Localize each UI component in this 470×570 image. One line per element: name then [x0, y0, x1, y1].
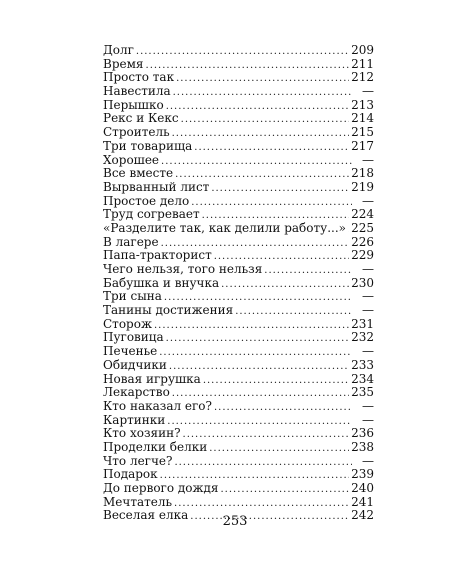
toc-entry-title: Хорошее [103, 152, 160, 167]
toc-entry-page: 217 [351, 138, 374, 153]
toc-entry [103, 482, 374, 496]
dot-leader [203, 374, 349, 388]
dot-leader [159, 346, 352, 360]
toc-entry [103, 58, 374, 72]
toc-entry-title: Сторож [103, 316, 152, 331]
toc-entry-page: 226 [351, 234, 374, 249]
toc-entry-page: — [362, 262, 374, 276]
dot-leader [194, 141, 349, 155]
toc-entry-title: Бабушка и внучка [103, 275, 220, 290]
toc-entry [103, 222, 374, 236]
dot-leader [154, 319, 349, 333]
toc-entry-title: Просто так [103, 70, 175, 85]
toc-entry [103, 140, 374, 154]
toc-entry-title: Проделки белки [103, 439, 208, 454]
toc-entry [103, 167, 374, 181]
dot-leader [181, 113, 349, 127]
toc-entry-page: 224 [351, 207, 374, 222]
dot-leader [173, 86, 352, 100]
toc-entry-page: 241 [351, 494, 374, 509]
toc-entry-page: — [362, 303, 374, 318]
toc-entry [103, 263, 374, 277]
toc-entry-page: 214 [351, 111, 374, 126]
toc-entry [103, 386, 374, 400]
dot-leader [221, 278, 349, 292]
toc-entry [103, 359, 374, 373]
toc-entry [103, 468, 374, 482]
toc-entry [103, 99, 374, 113]
toc-entry-page: 236 [351, 426, 374, 441]
toc-entry-title: Навестила [103, 84, 171, 99]
toc-entry-page: 211 [351, 56, 374, 71]
toc-entry [103, 236, 374, 250]
toc-entry-title: Танины достижения [103, 303, 234, 318]
toc-entry-page: — [362, 84, 374, 99]
dot-leader [136, 45, 349, 59]
dot-leader [211, 182, 349, 196]
toc-entry-page: — [362, 193, 374, 208]
dot-leader [167, 415, 352, 429]
toc-entry-page: 230 [351, 275, 374, 290]
toc-entry [103, 331, 374, 345]
toc-entry-title: Рекс и Кекс [103, 111, 179, 126]
toc-entry-title: Новая игрушка [103, 371, 201, 386]
toc-entry-title: Чего нельзя, того нельзя [103, 262, 263, 276]
toc-entry-title: Долг [103, 43, 134, 57]
toc-entry [103, 318, 374, 332]
toc-entry-page: 225 [351, 220, 374, 235]
toc-entry [103, 126, 374, 140]
toc-entry-page: 231 [351, 316, 374, 331]
toc-entry-title: Три сына [103, 289, 162, 304]
table-of-contents [103, 44, 374, 523]
toc-entry-page: 212 [351, 70, 374, 85]
toc-entry-page: — [362, 289, 374, 304]
toc-entry [103, 304, 374, 318]
toc-entry-title: Перышко [103, 97, 164, 112]
toc-entry-title: Строитель [103, 125, 170, 140]
toc-entry-page: — [362, 152, 374, 167]
toc-entry [103, 496, 374, 510]
toc-entry [103, 345, 374, 359]
toc-entry [103, 85, 374, 99]
toc-entry [103, 414, 374, 428]
dot-leader [235, 305, 352, 319]
toc-entry-title: Труд согревает [103, 207, 200, 222]
toc-entry-title: Подарок [103, 467, 158, 482]
toc-entry-title: Вырванный лист [103, 179, 210, 194]
toc-entry-page: 215 [351, 125, 374, 140]
toc-entry-title: «Разделите так, как делили работу...» [103, 220, 346, 235]
dot-leader [172, 127, 349, 141]
toc-entry-page: 235 [351, 385, 374, 400]
toc-entry-title: Кто хозяин? [103, 426, 181, 441]
toc-entry [103, 249, 374, 263]
toc-entry-title: Кто наказал его? [103, 398, 212, 413]
dot-leader [176, 72, 349, 86]
toc-entry [103, 154, 374, 168]
toc-entry-title: В лагере [103, 234, 159, 249]
dot-leader [146, 59, 350, 73]
toc-entry-title: Обидчики [103, 357, 167, 372]
toc-entry-page: — [362, 453, 374, 468]
toc-entry [103, 277, 374, 291]
toc-entry [103, 400, 374, 414]
toc-entry-title: Мечтатель [103, 494, 173, 509]
toc-entry-page: 238 [351, 439, 374, 454]
dot-leader [264, 264, 352, 278]
toc-entry-title: Пуговица [103, 330, 164, 345]
toc-entry [103, 290, 374, 304]
dot-leader [174, 497, 349, 511]
toc-entry-title: Время [103, 56, 144, 71]
toc-entry-page: 233 [351, 357, 374, 372]
page-number: 253 [222, 514, 248, 529]
toc-entry-title: Печенье [103, 344, 158, 359]
dot-leader [166, 100, 349, 114]
toc-entry-title: Картинки [103, 412, 166, 427]
toc-entry-page: 242 [351, 508, 374, 523]
toc-entry-title: Лекарство [103, 385, 170, 400]
dot-leader [191, 196, 352, 210]
dot-leader [209, 442, 349, 456]
toc-entry-page: — [362, 398, 374, 413]
toc-entry-title: Веселая елка [103, 508, 189, 523]
dot-leader [348, 223, 349, 237]
toc-entry-title: Простое дело [103, 193, 190, 208]
toc-entry [103, 441, 374, 455]
toc-entry-title: Что легче? [103, 453, 173, 468]
toc-entry [103, 208, 374, 222]
toc-entry-title: Три товарища [103, 138, 193, 153]
dot-leader [174, 456, 352, 470]
toc-entry-page: 234 [351, 371, 374, 386]
dot-leader [221, 483, 350, 497]
dot-leader [166, 332, 349, 346]
toc-entry [103, 373, 374, 387]
dot-leader [214, 401, 352, 415]
toc-entry [103, 71, 374, 85]
toc-entry-title: Все вместе [103, 166, 174, 181]
toc-entry-page: — [362, 344, 374, 359]
dot-leader [183, 428, 350, 442]
toc-entry [103, 455, 374, 469]
toc-entry-page: 213 [351, 97, 374, 112]
toc-entry-page: 218 [351, 166, 374, 181]
toc-entry-page: — [362, 412, 374, 427]
toc-entry-title: До первого дождя [103, 481, 219, 495]
toc-entry [103, 427, 374, 441]
toc-entry-page: 232 [351, 330, 374, 345]
toc-entry [103, 195, 374, 209]
toc-entry-page: 229 [351, 248, 374, 263]
toc-entry-title: Папа-тракторист [103, 248, 212, 263]
toc-entry-page: 239 [351, 467, 374, 482]
toc-entry [103, 112, 374, 126]
toc-entry-page: 240 [351, 481, 374, 495]
dot-leader [161, 155, 352, 169]
toc-entry [103, 181, 374, 195]
toc-entry [103, 44, 374, 58]
toc-entry-page: 209 [351, 43, 374, 57]
toc-entry-page: 219 [351, 179, 374, 194]
